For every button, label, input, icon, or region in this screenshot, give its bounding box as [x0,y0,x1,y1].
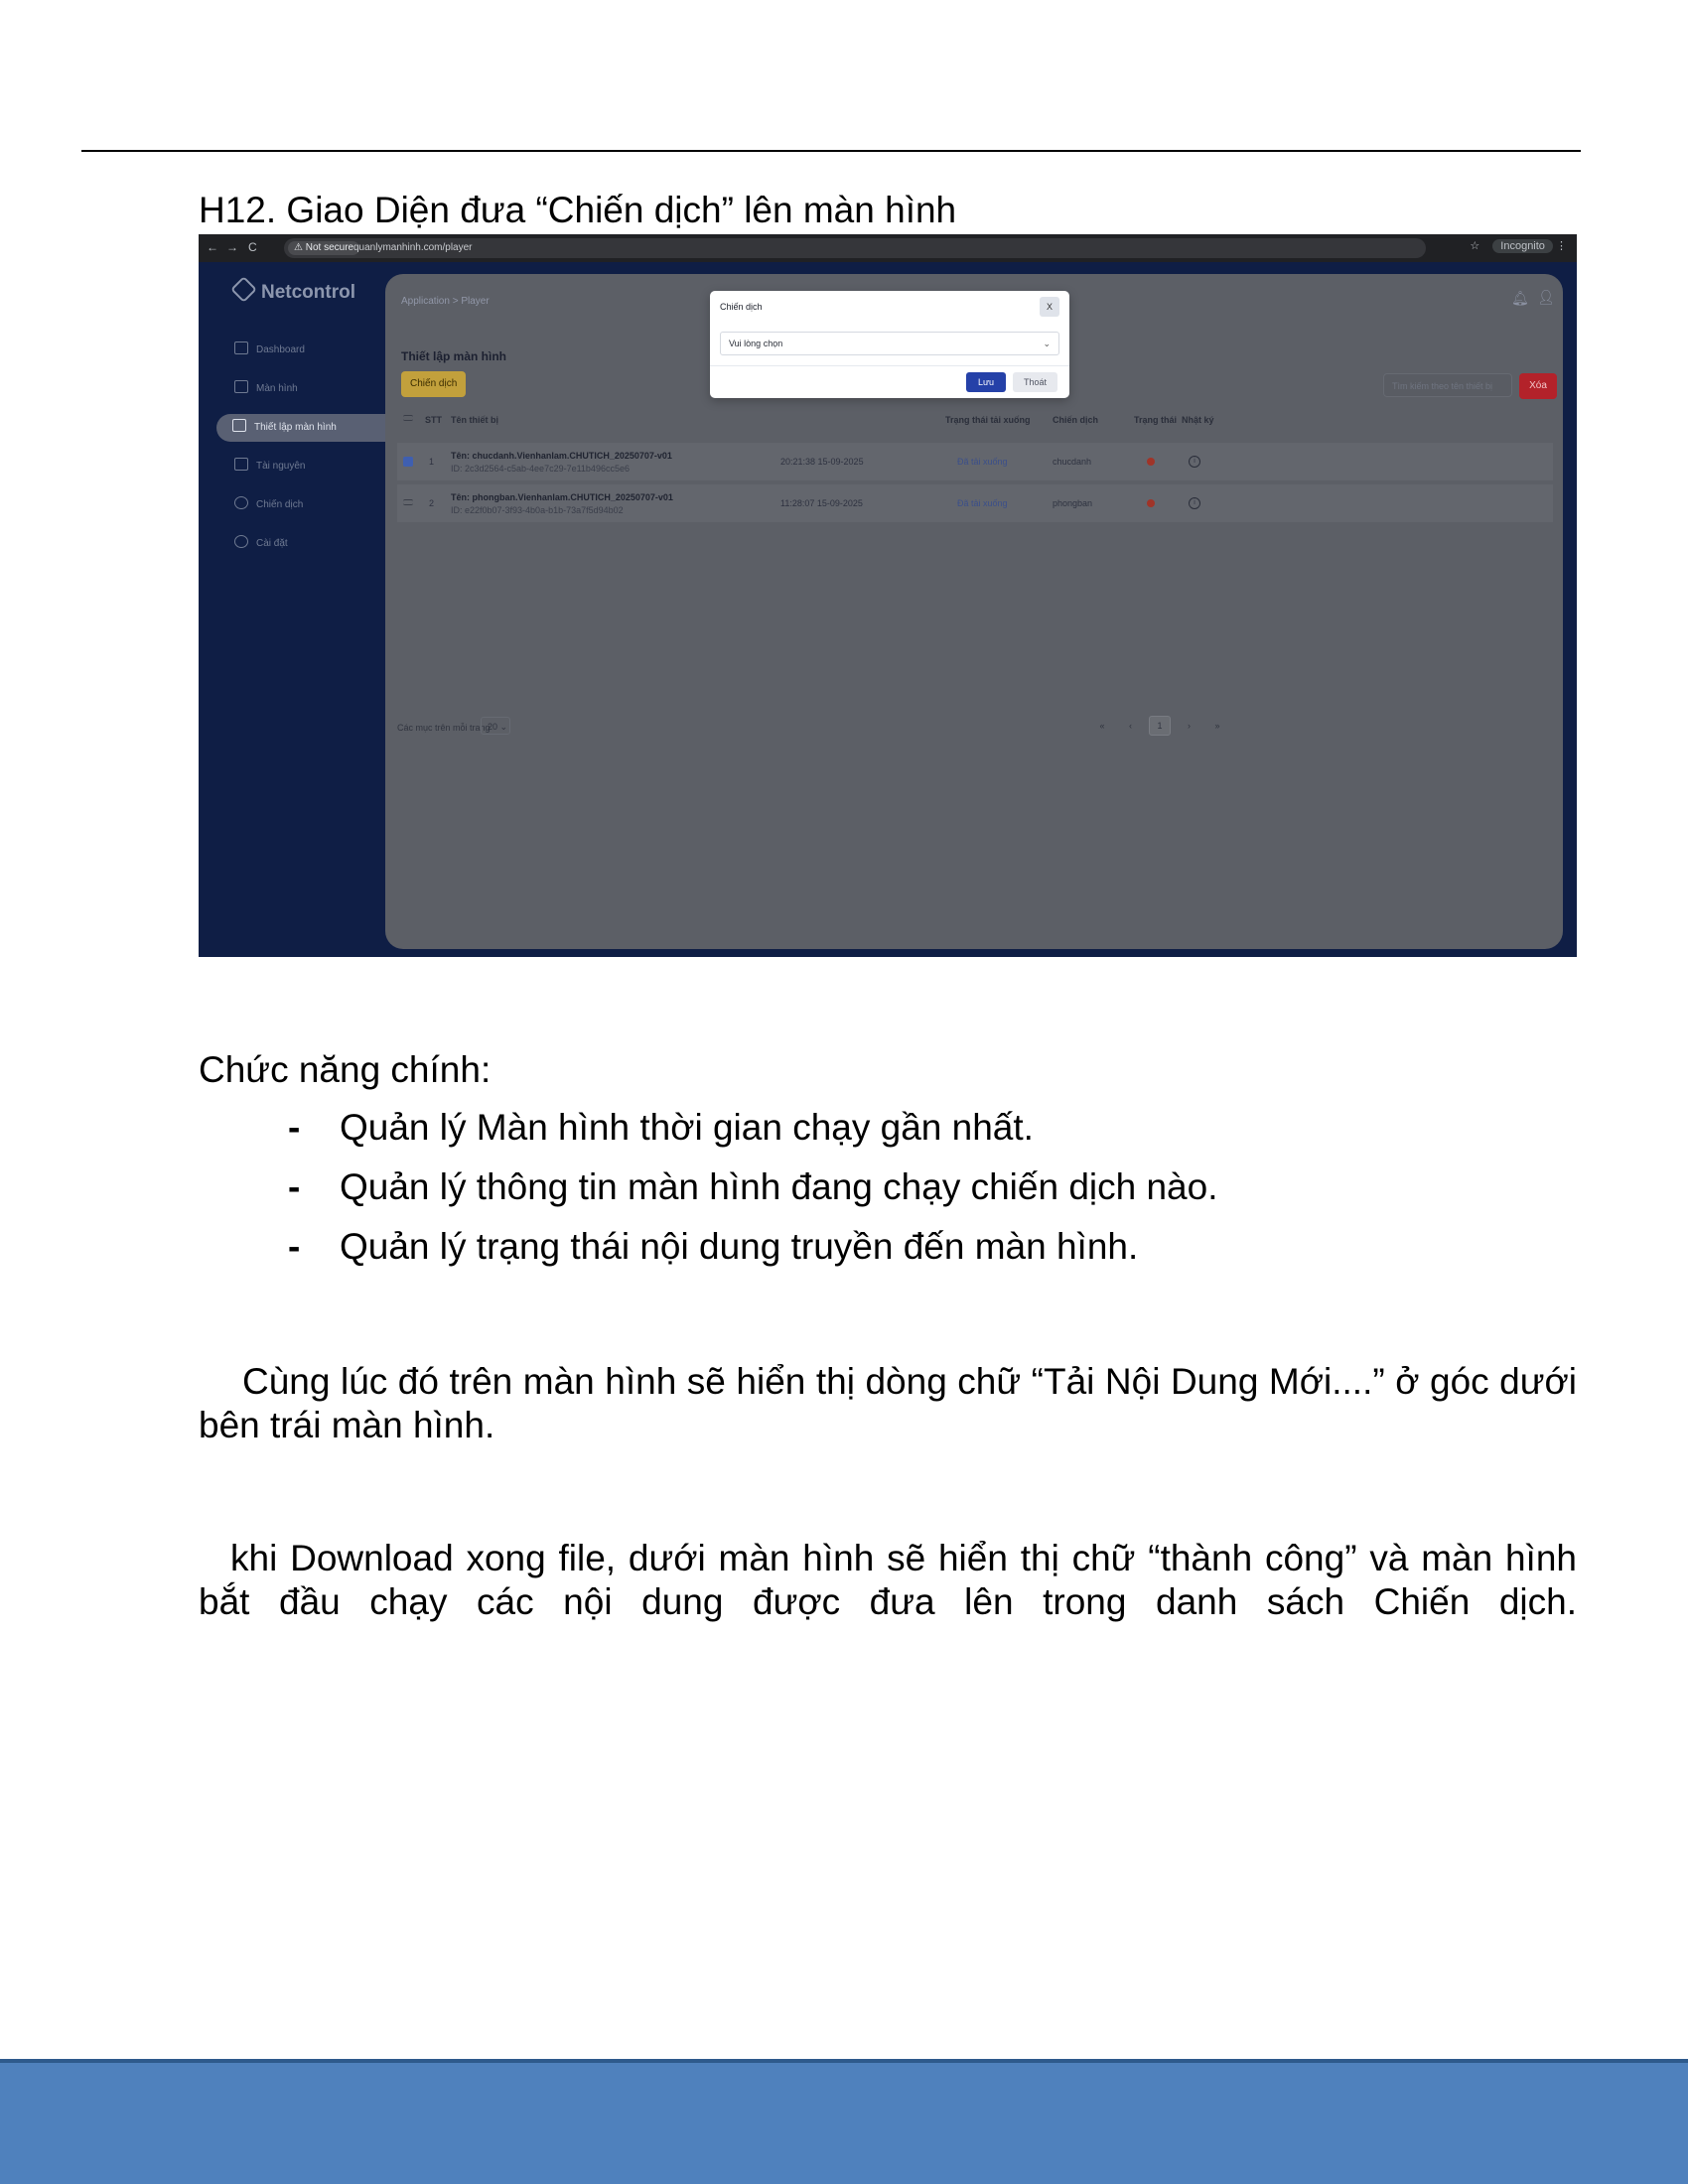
current-page-button[interactable]: 1 [1149,716,1171,736]
sidebar-item-label: Dashboard [256,344,305,355]
list-item [288,1165,1218,1209]
sidebar-item-screens[interactable] [218,375,387,403]
chevron-down-icon: ⌄ [1043,339,1051,348]
first-page-button[interactable]: « [1099,721,1105,731]
col-campaign: Chiến dịch [1053,415,1099,425]
folder-icon [234,458,248,471]
sidebar-item-settings[interactable] [218,530,387,558]
row-name: Tên: chucdanh.Vienhanlam.CHUTICH_20250707-v01 [451,451,672,461]
campaign-modal [710,291,1069,398]
address-bar[interactable] [284,238,1426,258]
sidebar-item-label: Cài đặt [256,538,288,549]
reload-icon[interactable]: C [248,240,257,254]
dash-bullet: - [288,1226,301,1267]
per-page-value: 20 [488,722,498,732]
table-row[interactable] [397,484,1553,522]
next-page-button[interactable]: › [1188,721,1192,731]
target-icon [234,496,248,509]
list-item [288,1106,1218,1150]
url-text: quanlymanhinh.com/player [353,242,473,253]
row-time: 11:28:07 15-09-2025 [780,498,863,508]
logo-icon [230,276,257,303]
row-campaign: phongban [1053,498,1093,508]
list-item-text: Quản lý thông tin màn hình đang chạy chiến dịch nào. [340,1166,1218,1207]
back-arrow-icon[interactable]: ← [207,240,218,254]
row-time: 20:21:38 15-09-2025 [780,457,864,467]
list-item [288,1225,1218,1269]
dash-bullet: - [288,1166,301,1207]
modal-title: Chiến dịch [720,302,763,312]
sidebar-item-label: Tài nguyên [256,461,306,472]
chevron-down-icon: ⌄ [499,722,508,732]
modal-divider [710,365,1069,366]
menu-dots-icon[interactable]: ⋮ [1556,240,1567,252]
sidebar-item-dashboard[interactable] [218,337,387,364]
col-name: Tên thiết bị [451,415,498,425]
monitor-icon [234,380,248,393]
dash-bullet: - [288,1107,301,1148]
status-dot [1147,499,1155,507]
app-logo [234,280,355,304]
col-log: Nhật ký [1182,415,1214,425]
forward-arrow-icon[interactable]: → [226,240,238,254]
per-page-label: Các mục trên mỗi trang [397,723,491,733]
row-campaign: chucdanh [1053,457,1092,467]
paragraph-download-complete: khi Download xong file, dưới màn hình sẽ hiển thị chữ “thành công” và màn hình bắt đầu chạy các nội dung được đưa lên trong danh sách Chiến dịch. [199,1538,1577,1622]
browser-actions [1470,239,1567,253]
log-icon[interactable]: i [1189,456,1200,468]
footer-band [0,2059,1688,2184]
col-stt: STT [425,415,442,425]
page-title: Thiết lập màn hình [401,349,507,363]
paragraph-download-notice: Cùng lúc đó trên màn hình sẽ hiển thị dòng chữ “Tải Nội Dung Mới....” ở góc dưới bên trái màn hình. [199,1361,1577,1445]
col-download-status: Trạng thái tải xuống [945,415,1031,425]
select-all-checkbox[interactable] [403,415,413,421]
delete-button[interactable]: Xóa [1519,373,1557,399]
status-dot [1147,458,1155,466]
browser-toolbar [199,234,1577,262]
sidebar-item-campaigns[interactable] [218,491,387,519]
sidebar [199,262,387,957]
sidebar-item-screen-setup[interactable] [216,414,386,442]
header-rule [81,150,1581,152]
select-placeholder: Vui lòng chọn [729,339,783,348]
star-icon[interactable]: ☆ [1470,240,1480,252]
col-status: Trạng thái [1134,415,1178,425]
campaign-button[interactable]: Chiến dịch [401,371,466,397]
row-id: ID: 2c3d2564-c5ab-4ee7c29-7e11b496cc5e6 [451,464,630,474]
list-item-text: Quản lý Màn hình thời gian chạy gần nhất. [340,1107,1034,1148]
sidebar-item-resources[interactable] [218,453,387,480]
last-page-button[interactable]: » [1214,721,1220,731]
features-list [288,1106,1218,1285]
save-button[interactable]: Lưu [966,372,1006,392]
exit-button[interactable]: Thoát [1013,372,1057,392]
row-id: ID: e22f0b07-3f93-4b0a-b1b-73a7f5d94b02 [451,505,624,515]
row-download-status: Đã tải xuống [957,498,1008,508]
campaign-select[interactable] [720,332,1059,355]
bell-icon[interactable]: 🔔︎ [1511,290,1529,306]
table-header [397,408,1553,432]
sidebar-item-label: Thiết lập màn hình [254,422,337,433]
gear-icon [234,535,248,548]
profile-chip[interactable]: Incognito [1492,239,1553,253]
list-item-text: Quản lý trạng thái nội dung truyền đến màn hình. [340,1226,1139,1267]
logo-text: Netcontrol [261,282,355,303]
features-heading: Chức năng chính: [199,1049,492,1090]
breadcrumb[interactable]: Application > Player [401,296,490,307]
per-page-select[interactable] [481,717,510,735]
prev-page-button[interactable]: ‹ [1129,721,1133,731]
home-icon [234,341,248,354]
edit-icon [232,419,246,432]
row-checkbox[interactable] [403,499,413,505]
sidebar-item-label: Chiến dịch [256,499,304,510]
row-stt: 2 [429,498,435,508]
row-checkbox[interactable] [403,457,413,467]
log-icon[interactable]: i [1189,497,1200,509]
row-name: Tên: phongban.Vienhanlam.CHUTICH_20250707-v01 [451,492,673,502]
security-badge[interactable]: ⚠ Not secure [288,241,359,255]
close-button[interactable]: X [1040,297,1059,317]
user-icon[interactable]: 👤︎ [1537,289,1555,305]
sidebar-menu [218,337,387,569]
table-row[interactable] [397,443,1553,480]
row-download-status: Đã tải xuống [957,457,1008,467]
row-stt: 1 [429,457,435,467]
screenshot-figure [199,234,1577,957]
search-input[interactable]: Tìm kiếm theo tên thiết bị [1383,373,1512,397]
figure-caption: H12. Giao Diện đưa “Chiến dịch” lên màn hình [199,190,957,230]
pagination [1086,716,1227,736]
sidebar-item-label: Màn hình [256,383,298,394]
